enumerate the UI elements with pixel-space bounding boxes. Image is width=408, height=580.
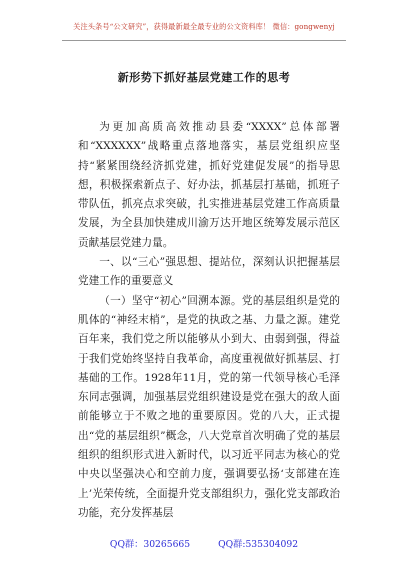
paragraph-intro: 为更加高质高效推动县委“XXXX”总体部署和“XXXXXX”战略重点落地落实，基层党组织应坚持“紧紧围绕经济抓党建，抓好党建促发展”的指导思想，积极探索新点子、好办法，抓基层打基础，抓班子带队伍，抓亮点求突破，扎实推进基层党建工作高质量发展，为全县加快建成川渝万达开地区统筹发展示范区贡献基层党建力量。	[78, 121, 340, 249]
paragraph-subsection-1: （一）坚守“初心”回溯本源。党的基层组织是党的肌体的“神经末梢”，是党的执政之基、力量之源。建党百年来，我们党之所以能够从小到大、由弱到强，得益于我们党始终坚持自我革命，高度重视做好抓基层、打基础的工作。1928年11月，党的第一代领导核心毛泽东同志强调，加强基层党组织建设是党在强大的敌人面前能够立于不败之地的重要原因。党的八大，正式提出“党的基层组织”概念，八大党章首次明确了党的基层组织的组织形式进入新时代，以习近平同志为核心的党中央以坚强决心和空前力度，强调要弘扬‘支部建在连上’光荣传统，全面提升党支部组织力，强化党支部政治功能，充分发挥基层	[78, 294, 340, 519]
footer-qq-group-2: QQ群:535304092	[218, 539, 299, 550]
document-title: 新形势下抓好基层党建工作的思考	[117, 71, 291, 84]
header-divider	[62, 40, 346, 41]
header-banner: 关注头条号“公文研究”，获得最新最全最专业的公文资料库！ 微信：gongwenyj	[73, 22, 335, 31]
footer-contacts	[0, 536, 408, 550]
document-body	[78, 118, 340, 523]
footer-qq-group-1: QQ群：30265665	[109, 539, 191, 550]
section-heading-1: 一、以“三心”强思想、提站位，深刻认识把握基层党建工作的重要意义	[78, 256, 340, 288]
